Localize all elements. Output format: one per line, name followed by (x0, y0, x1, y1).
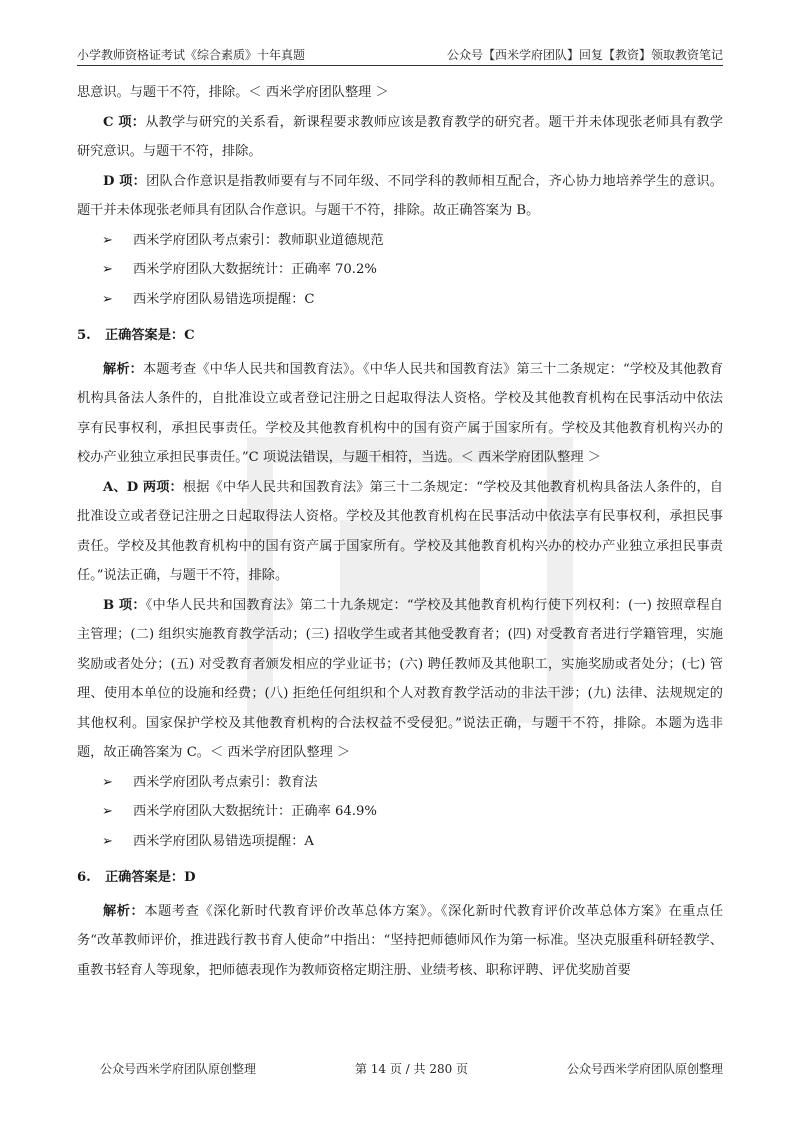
question-answer: 正确答案是：D (105, 870, 196, 885)
question-number: 5. (77, 328, 91, 343)
arrow-bullet-icon: ➢ (102, 833, 113, 849)
header-right-text: 公众号【西米学府团队】回复【教资】领取教资笔记 (446, 48, 723, 62)
analysis-text: 本题考查《中华人民共和国教育法》。《中华人民共和国教育法》第三十二条规定：“学校及其他教育机构具备法人条件的，自批准设立或者登记注册之日起取得法人资格。学校及其他教育机构在民事活动中依法享有民事权利，承担民事责任。学校及其他教育机构中的国有资产属于国家所有。学校及其他教育机构兴办的校办产业独立承担民事责任。”C 项说法错误，与题干相符，当选。＜ 西米学府团队整理 ＞ (77, 361, 724, 465)
option-b-label: B 项： (103, 597, 146, 613)
q5-option-b (77, 591, 723, 768)
arrow-bullet-icon: ➢ (102, 291, 113, 307)
bullet-item (77, 226, 723, 256)
bullet-text: 西米学府团队考点索引：教师职业道德规范 (133, 232, 384, 248)
question-answer: 正确答案是：C (105, 328, 195, 343)
option-d-text: 团队合作意识是指教师要有与不同年级、不同学科的教师相互配合，齐心协力地培养学生的意识。题干并未体现张老师具有团队合作意识。与题干不符，排除。故正确答案为 B。 (77, 173, 723, 218)
bullet-item (77, 255, 723, 285)
bullet-text: 西米学府团队大数据统计：正确率 64.9% (133, 804, 377, 819)
arrow-bullet-icon: ➢ (102, 804, 113, 819)
arrow-bullet-icon: ➢ (102, 262, 113, 277)
bullet-item (77, 827, 723, 857)
page-header (77, 37, 723, 66)
paragraph-continuation: 思意识。与题干不符，排除。＜ 西米学府团队整理 ＞ (77, 85, 389, 100)
option-d-paragraph (77, 167, 723, 226)
bullet-item (77, 797, 723, 827)
bullet-text: 西米学府团队易错选项提醒：C (133, 291, 315, 307)
option-c-label: C 项： (103, 114, 146, 130)
option-b-text: 《中华人民共和国教育法》第二十九条规定：“学校及其他教育机构行使下列权利：(一) 按照章程自主管理；(二) 组织实施教育教学活动；(三) 招收学生或者其他受教育者；(四) 对受教育者进行学籍管理，实施奖励或者处分；(五) 对受教育者颁发相应的学业证书；(六) 聘任教师及其他职工，实施奖励或者处分；(七) 管理、使用本单位的设施和经费；(八) 拒绝任何组织和个人对教育教学活动的非法干涉；(九) 法律、法规规定的其他权利。国家保护学校及其他教育机构的合法权益不受侵犯。”说法正确，与题干不符，排除。本题为选非题，故正确答案为 C。＜ 西米学府团队整理 ＞ (77, 597, 723, 760)
analysis-label: 解析： (103, 361, 143, 377)
analysis-text: 本题考查《深化新时代教育评价改革总体方案》。《深化新时代教育评价改革总体方案》在重点任务“改革教师评价，推进践行教书育人使命”中指出：“坚持把师德师风作为第一标准。坚决克服重科研轻教学、重教书轻育人等现象，把师德表现作为教师资格定期注册、业绩考核、职称评聘、评优奖励首要 (77, 903, 724, 978)
header-left-text: 小学教师资格证考试《综合素质》十年真题 (77, 48, 306, 62)
q5-analysis (77, 355, 723, 473)
page-content (77, 78, 723, 985)
bullet-text: 西米学府团队大数据统计：正确率 70.2% (133, 262, 377, 277)
option-c-text: 从教学与研究的关系看，新课程要求教师应该是教育教学的研究者。题干并未体现张老师具有教学研究意识。与题干不符，排除。 (77, 114, 723, 159)
question-6-heading (77, 863, 723, 893)
question-5-heading (77, 321, 723, 351)
question-number: 6. (77, 870, 91, 885)
option-ad-label: A、D 两项： (103, 479, 183, 495)
analysis-label: 解析： (103, 903, 145, 919)
bullet-item (77, 768, 723, 798)
q5-option-ad (77, 473, 723, 591)
page-footer (100, 1060, 723, 1077)
bullet-item (77, 285, 723, 315)
option-c-paragraph (77, 108, 723, 167)
footer-right-text: 公众号西米学府团队原创整理 (566, 1062, 723, 1076)
bullet-text: 西米学府团队易错选项提醒：A (133, 833, 314, 849)
q6-analysis (77, 897, 723, 986)
arrow-bullet-icon: ➢ (102, 232, 113, 248)
footer-left-text: 公众号西米学府团队原创整理 (100, 1062, 257, 1076)
arrow-bullet-icon: ➢ (102, 774, 113, 790)
option-d-label: D 项： (103, 173, 147, 189)
bullet-text: 西米学府团队考点索引：教育法 (133, 774, 318, 790)
page-number: 第 14 页 / 共 280 页 (354, 1062, 469, 1076)
option-ad-text: 根据《中华人民共和国教育法》第三十二条规定：“学校及其他教育机构具备法人条件的，自批准设立或者登记注册之日起取得法人资格。学校及其他教育机构在民事活动中依法享有民事权利，承担民事责任。学校及其他教育机构中的国有资产属于国家所有。学校及其他教育机构兴办的校办产业独立承担民事责任。”说法正确，与题干不符，排除。 (77, 479, 723, 583)
